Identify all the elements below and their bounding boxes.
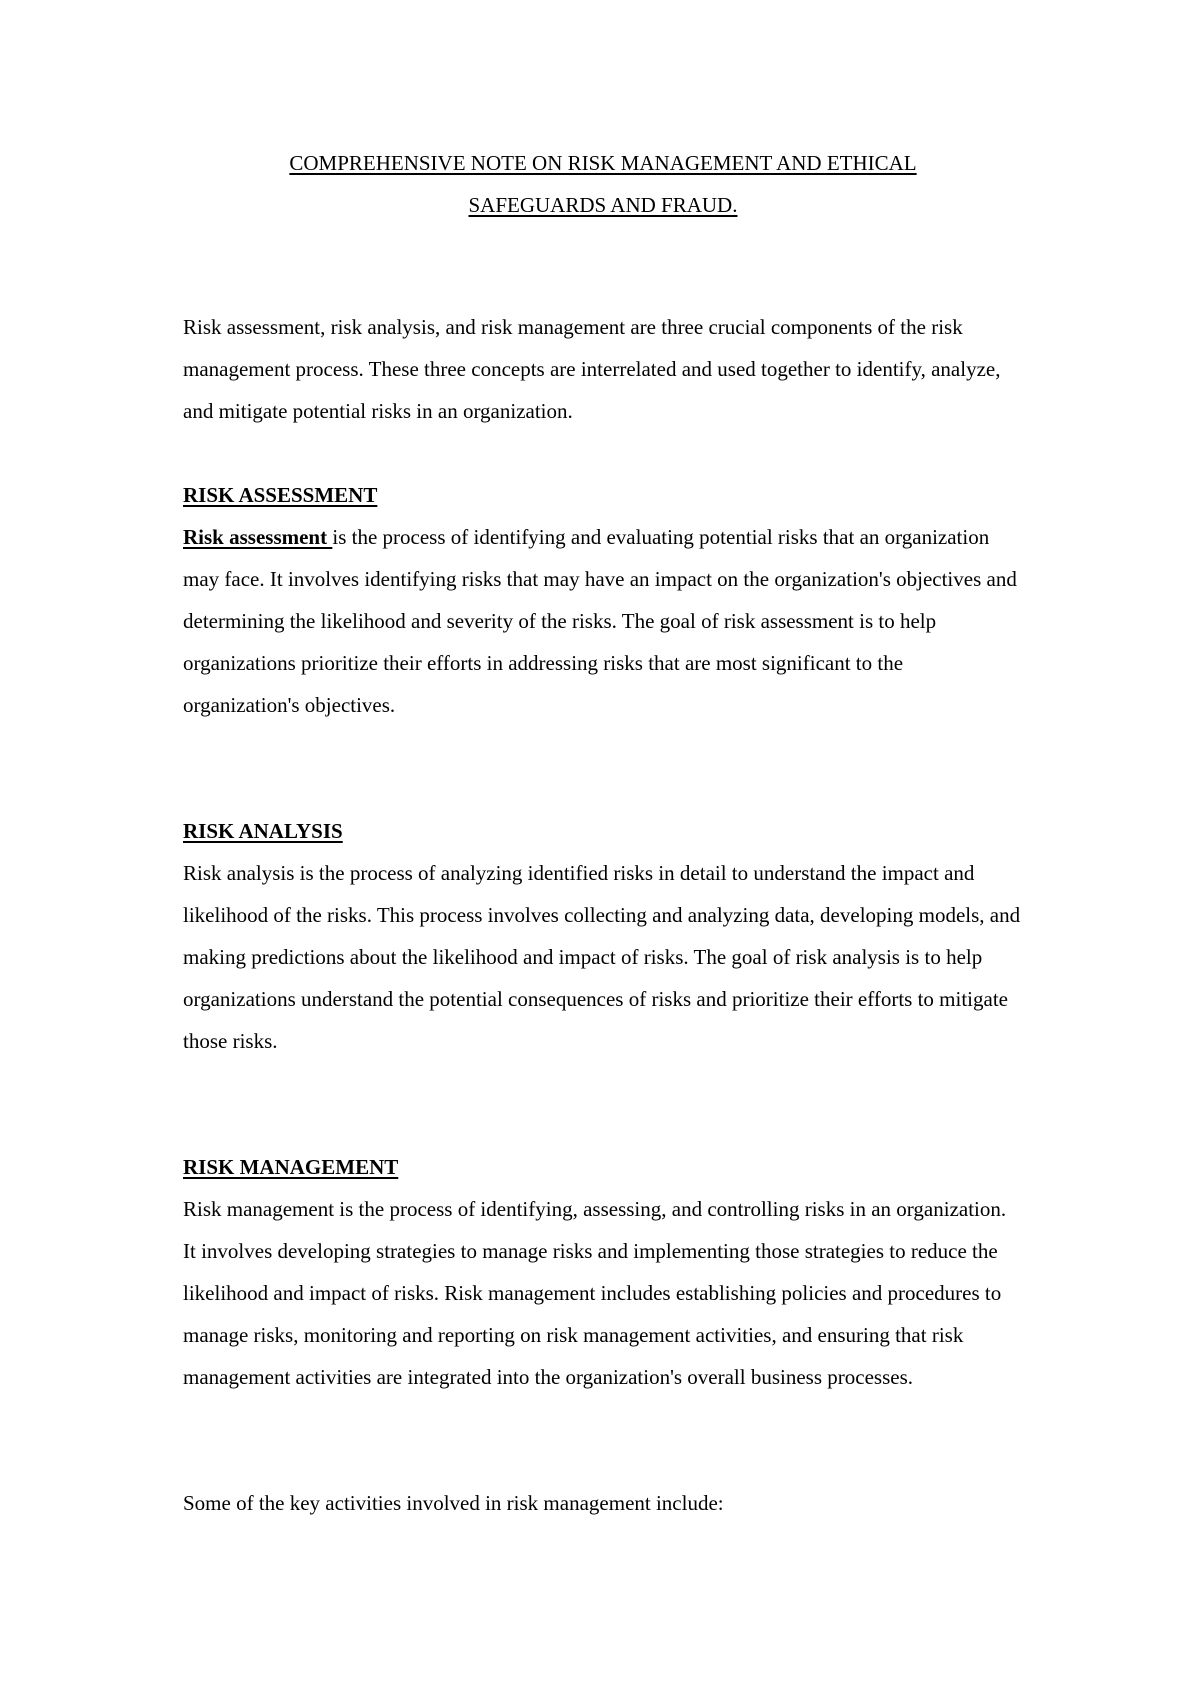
risk-assessment-lead-term: Risk assessment <box>183 525 333 549</box>
risk-assessment-heading: RISK ASSESSMENT <box>183 483 378 507</box>
risk-management-paragraph: Risk management is the process of identifying, assessing, and controlling risks in an organization. It involves developing strategies to manage risks and implementing those strategies to reduce the likelihood and impact of risks. Risk management includes establishing policies and procedures to manage risks, monitoring and reporting on risk management activities, and ensuring that risk management activities are integrated into the organization's overall business processes. <box>183 1197 1007 1389</box>
title-line-1: COMPREHENSIVE NOTE ON RISK MANAGEMENT AND ETHICAL <box>289 151 917 175</box>
intro-paragraph: Risk assessment, risk analysis, and risk management are three crucial components of the risk management process. These three concepts are interrelated and used together to identify, analyze, and mitigate potential risks in an organization. <box>183 315 1001 423</box>
document-title <box>183 142 1023 226</box>
risk-assessment-body: is the process of identifying and evaluating potential risks that an organization may face. It involves identifying risks that may have an impact on the organization's objectives and determining the likelihood and severity of the risks. The goal of risk assessment is to help organizations prioritize their efforts in addressing risks that are most significant to the organization's objectives. <box>183 525 1017 717</box>
risk-analysis-heading: RISK ANALYSIS <box>183 819 343 843</box>
risk-assessment-paragraph <box>183 516 1023 726</box>
risk-management-heading: RISK MANAGEMENT <box>183 1155 399 1179</box>
risk-analysis-paragraph: Risk analysis is the process of analyzing identified risks in detail to understand the impact and likelihood of the risks. This process involves collecting and analyzing data, developing models, and making predictions about the likelihood and impact of risks. The goal of risk analysis is to help organizations understand the potential consequences of risks and prioritize their efforts to mitigate those risks. <box>183 861 1021 1053</box>
title-line-2: SAFEGUARDS AND FRAUD. <box>468 193 738 217</box>
key-activities-intro: Some of the key activities involved in risk management include: <box>183 1491 724 1515</box>
